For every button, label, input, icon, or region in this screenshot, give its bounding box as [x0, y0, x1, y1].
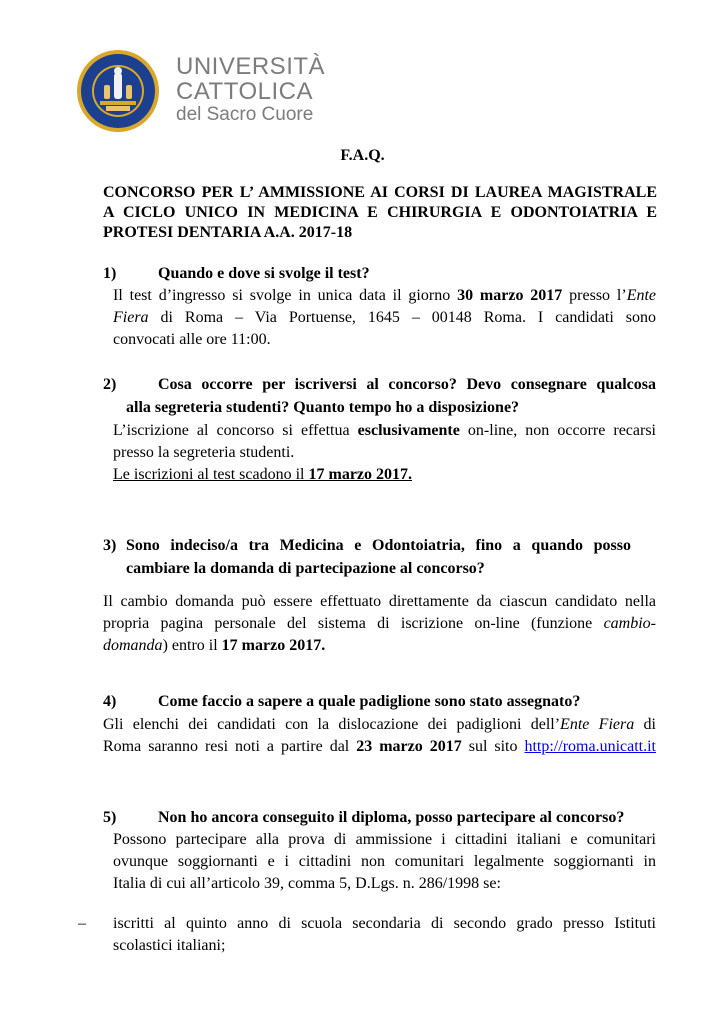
q5-bullet-line2: scolastici italiani;	[113, 937, 226, 954]
logo-name-line1: UNIVERSITÀ	[176, 53, 326, 80]
q3-answer-line3: domanda) entro il 17 marzo 2017.	[103, 637, 326, 654]
q5-answer-line2: ovunque soggiornanti e i cittadini non comunitari legalmente soggiornanti in	[113, 853, 656, 870]
q1-answer-line2: Fiera di Roma – Via Portuense, 1645 – 00148 Roma. I candidati sono	[113, 309, 656, 326]
q4-answer	[103, 714, 656, 758]
q5-bullet-item	[113, 913, 656, 957]
q1-answer	[113, 285, 656, 351]
q3-number: 3)	[103, 537, 117, 554]
q3-answer-line2: propria pagina personale del sistema di iscrizione on-line (funzione cambio-	[103, 615, 656, 632]
logo-name-line2: CATTOLICA	[176, 78, 313, 105]
q5-answer	[113, 829, 656, 895]
university-name-logotype	[176, 55, 325, 124]
faq-heading: F.A.Q.	[340, 147, 385, 164]
q5-answer-line1: Possono partecipare alla prova di ammissione i cittadini italiani e comunitari	[113, 831, 656, 848]
q5-bullet-line1: iscritti al quinto anno di scuola secondaria di secondo grado presso Istituti	[113, 915, 656, 932]
title-line2: A CICLO UNICO IN MEDICINA E CHIRURGIA E ODONTOIATRIA E	[103, 204, 657, 221]
q2-answer-line2: presso la segreteria studenti.	[113, 444, 295, 461]
q4-question: Come faccio a sapere a quale padiglione sono stato assegnato?	[158, 693, 581, 710]
q3-answer	[103, 591, 656, 657]
document-title	[103, 183, 657, 243]
q1-answer-line3: convocati alle ore 11:00.	[113, 331, 271, 348]
q1-answer-line1: Il test d’ingresso si svolge in unica data il giorno 30 marzo 2017 presso l’Ente	[113, 287, 657, 304]
q4-answer-line1: Gli elenchi dei candidati con la dislocazione dei padiglioni dell’Ente Fiera di	[103, 716, 656, 733]
q2-answer-line3: Le iscrizioni al test scadono il 17 marzo 2017.	[113, 466, 413, 483]
q4-number: 4)	[103, 693, 117, 710]
q5-bullet-marker: –	[78, 915, 86, 932]
q4-answer-line2: Roma saranno resi noti a partire dal 23 marzo 2017 sul sito http://roma.unicatt.it	[103, 738, 656, 755]
q5-answer-line3: Italia di cui all’articolo 39, comma 5, D.Lgs. n. 286/1998 se:	[113, 875, 501, 892]
q1-question: Quando e dove si svolge il test?	[158, 265, 370, 282]
q1-number: 1)	[103, 265, 117, 282]
q5-question: Non ho ancora conseguito il diploma, posso partecipare al concorso?	[158, 809, 625, 826]
title-line3: PROTESI DENTARIA A.A. 2017-18	[103, 224, 353, 241]
q3-question-line2: cambiare la domanda di partecipazione al concorso?	[126, 560, 485, 577]
title-line1: CONCORSO PER L’ AMMISSIONE AI CORSI DI LAUREA MAGISTRALE	[103, 184, 657, 201]
logo-name-line3: del Sacro Cuore	[176, 104, 314, 125]
q3-answer-line1: Il cambio domanda può essere effettuato direttamente da ciascun candidato nella	[103, 593, 656, 610]
q2-question-line1: Cosa occorre per iscriversi al concorso? Devo consegnare qualcosa	[158, 376, 656, 393]
q2-answer-line1: L’iscrizione al concorso si effettua esclusivamente on-line, non occorre recarsi	[113, 422, 656, 439]
q2-answer	[113, 420, 656, 486]
q3-question-line1: Sono indeciso/a tra Medicina e Odontoiatria, fino a quando posso	[126, 537, 631, 554]
unicatt-roma-link[interactable]: http://roma.unicatt.it	[524, 738, 656, 755]
q2-question-line2: alla segreteria studenti? Quanto tempo ho a disposizione?	[126, 399, 520, 416]
q5-number: 5)	[103, 809, 117, 826]
q2-number: 2)	[103, 376, 117, 393]
university-seal-logo	[76, 49, 160, 133]
